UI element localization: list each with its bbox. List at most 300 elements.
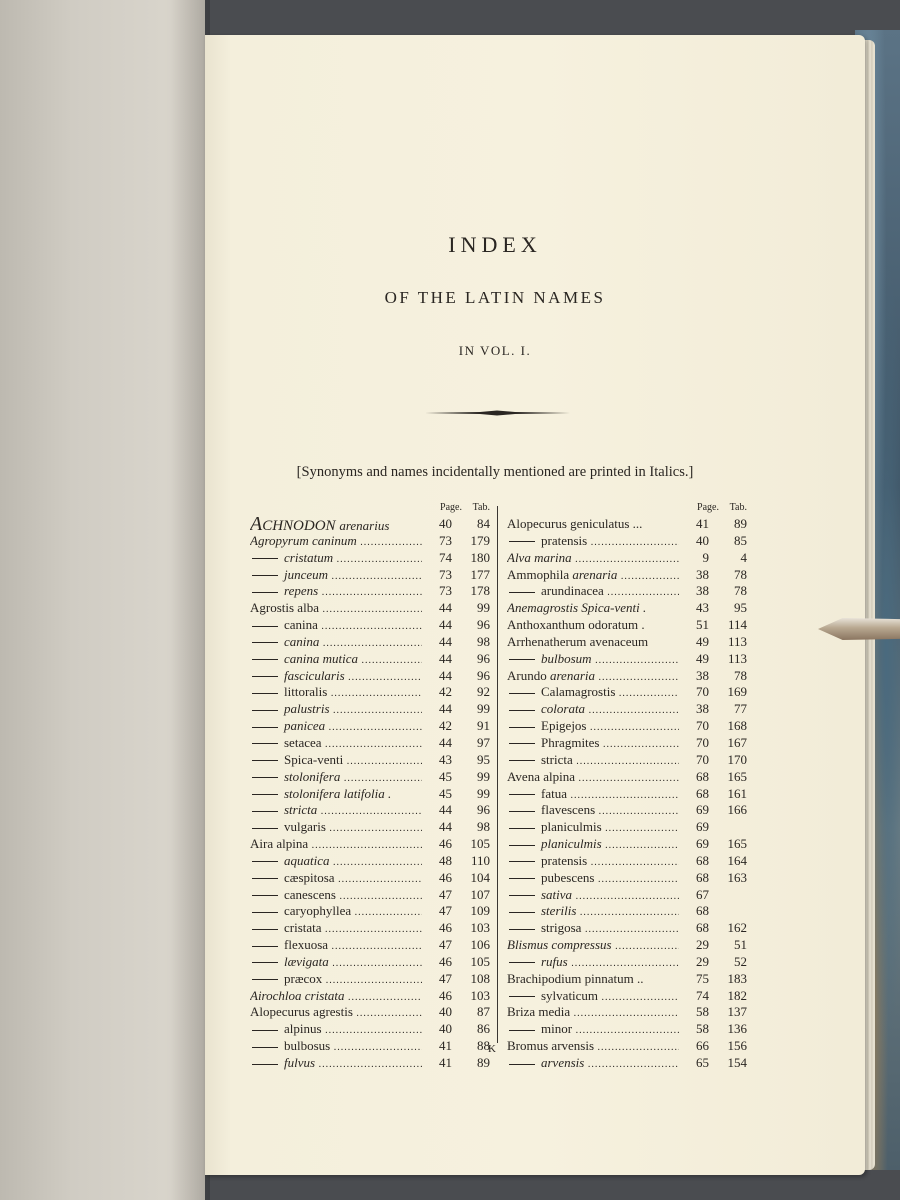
entry-tab: 95 xyxy=(477,751,490,767)
ditto-dash xyxy=(252,1064,278,1065)
entry-label: Anemagrostis Spica-venti . xyxy=(507,600,647,616)
index-entry xyxy=(250,937,490,954)
entry-tab: 96 xyxy=(477,802,490,818)
entry-label: cristatum xyxy=(284,549,334,565)
ditto-dash xyxy=(509,962,535,963)
entry-label: Airochloa cristata xyxy=(250,987,345,1003)
index-entry xyxy=(507,853,747,870)
entry-tab: 177 xyxy=(470,566,490,582)
ditto-dash xyxy=(252,558,278,559)
entry-label: Aira alpina xyxy=(250,836,309,852)
entry-tab: 156 xyxy=(727,1038,747,1054)
entry-tab: 85 xyxy=(734,532,747,548)
entry-label: Agrostis alba xyxy=(250,600,319,616)
entry-page: 49 xyxy=(696,633,709,649)
ditto-dash xyxy=(509,743,535,744)
column-divider xyxy=(497,506,498,1043)
entry-label: Epigejos xyxy=(541,718,587,734)
entry-tab: 96 xyxy=(477,667,490,683)
entry-label: stolonifera xyxy=(284,768,341,784)
entry-tab: 106 xyxy=(470,937,490,953)
entry-label: stolonifera latifolia . xyxy=(284,785,392,801)
index-entry xyxy=(250,786,490,803)
entry-tab: 183 xyxy=(727,970,747,986)
entry-page: 46 xyxy=(439,920,452,936)
entry-tab: 110 xyxy=(470,852,490,868)
index-entry xyxy=(250,954,490,971)
index-entry xyxy=(507,516,747,533)
entry-tab: 95 xyxy=(734,600,747,616)
entry-label: Phragmites xyxy=(541,734,600,750)
entry-label: pratensis xyxy=(541,532,588,548)
page-header: Page. xyxy=(440,502,462,513)
entry-tab: 170 xyxy=(727,751,747,767)
entry-label: alpinus xyxy=(284,1021,322,1037)
entry-label: arvensis xyxy=(541,1055,585,1070)
entry-label: lævigata xyxy=(284,953,329,969)
entry-label: sativa xyxy=(541,886,573,902)
index-entry xyxy=(507,651,747,668)
entry-page: 70 xyxy=(696,734,709,750)
entry-tab: 165 xyxy=(727,768,747,784)
ditto-dash xyxy=(509,659,535,660)
entry-page: 68 xyxy=(696,785,709,801)
entry-label: cristata xyxy=(284,920,322,936)
entry-page: 42 xyxy=(439,684,452,700)
entry-label: canescens xyxy=(284,886,336,902)
ditto-dash xyxy=(252,676,278,677)
page-header: Page. xyxy=(697,502,719,513)
entry-page: 38 xyxy=(696,566,709,582)
index-entry xyxy=(250,684,490,701)
index-entry xyxy=(250,701,490,718)
entry-tab: 97 xyxy=(477,734,490,750)
entry-tab: 163 xyxy=(727,869,747,885)
entry-tab: 105 xyxy=(470,836,490,852)
ditto-dash xyxy=(252,946,278,947)
index-entry xyxy=(250,550,490,567)
entry-tab: 96 xyxy=(477,650,490,666)
entry-tab: 137 xyxy=(727,1004,747,1020)
entry-label: Calamagrostis xyxy=(541,684,616,700)
entry-page: 44 xyxy=(439,633,452,649)
ditto-dash xyxy=(509,693,535,694)
entry-page: 46 xyxy=(439,953,452,969)
entry-page: 69 xyxy=(696,819,709,835)
entry-page: 48 xyxy=(439,852,452,868)
entry-page: 70 xyxy=(696,684,709,700)
entry-tab: 103 xyxy=(470,920,490,936)
entry-label: pubescens xyxy=(541,869,595,885)
index-entry xyxy=(250,802,490,819)
entry-tab: 51 xyxy=(734,937,747,953)
entry-label: Alopecurus agrestis xyxy=(250,1004,353,1020)
entry-label: vulgaris xyxy=(284,819,326,835)
entry-page: 68 xyxy=(696,869,709,885)
entry-tab: 179 xyxy=(470,532,490,548)
entry-page: 40 xyxy=(439,516,452,531)
entry-page: 75 xyxy=(696,970,709,986)
entry-page: 70 xyxy=(696,751,709,767)
ditto-dash xyxy=(252,962,278,963)
index-entry xyxy=(507,786,747,803)
entry-tab: 164 xyxy=(727,852,747,868)
entry-page: 46 xyxy=(439,869,452,885)
ditto-dash xyxy=(252,929,278,930)
entry-label: Briza media xyxy=(507,1004,571,1020)
index-entry xyxy=(250,668,490,685)
ditto-dash xyxy=(252,575,278,576)
gutter-shadow xyxy=(170,0,210,1200)
entry-label: setacea xyxy=(284,734,322,750)
tab-header: Tab. xyxy=(472,502,490,513)
index-entry xyxy=(250,567,490,584)
index-entry xyxy=(507,769,747,786)
index-entry xyxy=(507,937,747,954)
index-entry xyxy=(507,920,747,937)
entry-tab: 104 xyxy=(470,869,490,885)
entry-label: Alva marina xyxy=(507,549,572,565)
entry-page: 68 xyxy=(696,903,709,919)
entry-page: 66 xyxy=(696,1038,709,1054)
entry-label: ACHNODON arenarius xyxy=(250,516,390,535)
entry-page: 44 xyxy=(439,802,452,818)
entry-page: 41 xyxy=(439,1038,452,1054)
index-entry xyxy=(250,769,490,786)
volume-label: IN VOL. I. xyxy=(458,343,532,358)
entry-page: 47 xyxy=(439,937,452,953)
ditto-dash xyxy=(509,895,535,896)
entry-page: 44 xyxy=(439,701,452,717)
entry-tab: 136 xyxy=(727,1021,747,1037)
index-entry xyxy=(507,802,747,819)
entry-label: canina xyxy=(284,617,318,633)
entry-page: 44 xyxy=(439,600,452,616)
ditto-dash xyxy=(252,626,278,627)
entry-tab: 87 xyxy=(477,1004,490,1020)
entry-tab: 99 xyxy=(477,785,490,801)
index-entry xyxy=(250,1021,490,1038)
entry-label: Arrhenatherum avenaceum xyxy=(507,633,649,649)
entry-page: 68 xyxy=(696,768,709,784)
ornamental-rule xyxy=(425,410,570,416)
entry-page: 51 xyxy=(696,617,709,633)
entry-page: 67 xyxy=(696,886,709,902)
ditto-dash xyxy=(509,760,535,761)
entry-label: planiculmis xyxy=(541,836,602,852)
entry-page: 65 xyxy=(696,1055,709,1070)
entry-tab: 84 xyxy=(477,516,490,531)
entry-page: 44 xyxy=(439,650,452,666)
entry-label: præcox xyxy=(284,970,323,986)
entry-label: cæspitosa xyxy=(284,869,335,885)
entry-label: rufus xyxy=(541,953,568,969)
entry-page: 73 xyxy=(439,583,452,599)
entry-name xyxy=(507,1055,679,1074)
entry-label: strigosa xyxy=(541,920,582,936)
column-header xyxy=(507,502,747,516)
entry-label: Anthoxanthum odoratum . xyxy=(507,617,645,633)
entry-label: Brachipodium pinnatum .. xyxy=(507,970,644,986)
column-header xyxy=(250,502,490,516)
entry-tab: 167 xyxy=(727,734,747,750)
ditto-dash xyxy=(252,760,278,761)
ditto-dash xyxy=(252,1047,278,1048)
ditto-dash xyxy=(252,861,278,862)
entry-page: 38 xyxy=(696,667,709,683)
entry-tab: 78 xyxy=(734,583,747,599)
entry-tab: 161 xyxy=(727,785,747,801)
index-entry xyxy=(250,819,490,836)
page-subtitle: OF THE LATIN NAMES xyxy=(384,288,606,307)
entry-page: 42 xyxy=(439,718,452,734)
entry-page: 40 xyxy=(696,532,709,548)
entry-label: planiculmis xyxy=(541,819,602,835)
index-entry xyxy=(250,583,490,600)
entry-label: minor xyxy=(541,1021,573,1037)
entry-label: Ammophila arenaria xyxy=(507,566,618,582)
entry-label: Avena alpina xyxy=(507,768,575,784)
index-entry xyxy=(250,533,490,550)
ditto-dash xyxy=(252,592,278,593)
ditto-dash xyxy=(509,1064,535,1065)
ditto-dash xyxy=(509,1030,535,1031)
ditto-dash xyxy=(509,710,535,711)
index-entry xyxy=(250,1055,490,1072)
index-entry xyxy=(250,870,490,887)
entry-label: Bromus arvensis xyxy=(507,1038,595,1054)
entry-page: 46 xyxy=(439,987,452,1003)
entry-page: 69 xyxy=(696,802,709,818)
index-entry xyxy=(250,1038,490,1055)
index-entry xyxy=(507,903,747,920)
entry-tab: 91 xyxy=(477,718,490,734)
ditto-dash xyxy=(509,592,535,593)
index-entry xyxy=(507,617,747,634)
index-entry xyxy=(507,836,747,853)
index-column-right xyxy=(507,502,747,1072)
index-entry xyxy=(250,903,490,920)
entry-page: 43 xyxy=(439,751,452,767)
ditto-dash xyxy=(509,878,535,879)
entry-label: colorata xyxy=(541,701,586,717)
entry-tab: 78 xyxy=(734,667,747,683)
entry-tab: 52 xyxy=(734,953,747,969)
index-entry xyxy=(507,634,747,651)
entry-tab: 105 xyxy=(470,953,490,969)
entry-page: 38 xyxy=(696,583,709,599)
entry-page: 29 xyxy=(696,937,709,953)
index-entry xyxy=(507,819,747,836)
entry-tab: 169 xyxy=(727,684,747,700)
index-entry xyxy=(507,550,747,567)
entry-tab: 99 xyxy=(477,600,490,616)
entry-tab: 162 xyxy=(727,920,747,936)
index-entry xyxy=(507,567,747,584)
index-entry xyxy=(507,600,747,617)
entry-label: caryophyllea xyxy=(284,903,352,919)
index-entry xyxy=(250,634,490,651)
entry-tab: 180 xyxy=(470,549,490,565)
entry-page: 41 xyxy=(696,516,709,531)
index-entry xyxy=(250,971,490,988)
ditto-dash xyxy=(509,811,535,812)
index-entry xyxy=(250,617,490,634)
signature-mark: K xyxy=(488,1043,496,1055)
entry-label: littoralis xyxy=(284,684,328,700)
entry-page: 45 xyxy=(439,785,452,801)
entry-tab: 92 xyxy=(477,684,490,700)
entry-tab: 103 xyxy=(470,987,490,1003)
index-entry xyxy=(507,583,747,600)
entry-tab: 114 xyxy=(727,617,747,633)
entry-label: bulbosus xyxy=(284,1038,331,1054)
entry-tab: 178 xyxy=(470,583,490,599)
index-entry xyxy=(507,684,747,701)
index-entry xyxy=(507,1055,747,1072)
ditto-dash xyxy=(509,828,535,829)
ditto-dash xyxy=(509,845,535,846)
entry-label: fatua xyxy=(541,785,567,801)
ditto-dash xyxy=(509,541,535,542)
entry-page: 47 xyxy=(439,903,452,919)
ditto-dash xyxy=(509,727,535,728)
entry-tab: 108 xyxy=(470,970,490,986)
index-entry xyxy=(507,752,747,769)
index-entry xyxy=(507,954,747,971)
entry-page: 41 xyxy=(439,1055,452,1070)
entry-tab: 113 xyxy=(727,633,747,649)
index-entry xyxy=(250,600,490,617)
entry-label: stricta xyxy=(284,802,318,818)
entry-page: 44 xyxy=(439,617,452,633)
entry-label: pratensis xyxy=(541,852,588,868)
entry-page: 73 xyxy=(439,566,452,582)
entry-tab: 88 xyxy=(477,1038,490,1054)
entry-tab: 99 xyxy=(477,701,490,717)
ditto-dash xyxy=(252,710,278,711)
entry-page: 68 xyxy=(696,852,709,868)
entry-page: 73 xyxy=(439,532,452,548)
entry-tab: 89 xyxy=(734,516,747,531)
ditto-dash xyxy=(252,912,278,913)
entry-page: 68 xyxy=(696,920,709,936)
index-entry xyxy=(507,718,747,735)
entry-label: canina mutica xyxy=(284,650,359,666)
entry-label: aquatica xyxy=(284,852,330,868)
index-entry xyxy=(507,971,747,988)
entry-page: 38 xyxy=(696,701,709,717)
index-entry xyxy=(250,516,490,533)
index-entry xyxy=(507,735,747,752)
entry-tab: 99 xyxy=(477,768,490,784)
entry-name xyxy=(250,1055,422,1074)
ditto-dash xyxy=(509,861,535,862)
entry-tab: 109 xyxy=(470,903,490,919)
entry-page: 44 xyxy=(439,667,452,683)
entry-page: 58 xyxy=(696,1021,709,1037)
entry-tab: 98 xyxy=(477,633,490,649)
entry-label: fulvus xyxy=(284,1055,316,1070)
entry-tab: 166 xyxy=(727,802,747,818)
entry-page: 40 xyxy=(439,1021,452,1037)
entry-label: palustris xyxy=(284,701,330,717)
entry-label: canina xyxy=(284,633,320,649)
ditto-dash xyxy=(252,693,278,694)
ditto-dash xyxy=(252,979,278,980)
entry-tab: 78 xyxy=(734,566,747,582)
entry-page: 44 xyxy=(439,819,452,835)
ditto-dash xyxy=(252,878,278,879)
entry-tab: 154 xyxy=(727,1055,747,1070)
ditto-dash xyxy=(252,727,278,728)
entry-page: 44 xyxy=(439,734,452,750)
entry-page: 29 xyxy=(696,953,709,969)
ditto-dash xyxy=(252,895,278,896)
index-entry xyxy=(250,735,490,752)
entry-label: flavescens xyxy=(541,802,596,818)
entry-label: junceum xyxy=(284,566,329,582)
index-column-left xyxy=(250,502,490,1072)
entry-tab: 168 xyxy=(727,718,747,734)
index-entry xyxy=(507,1021,747,1038)
ditto-dash xyxy=(509,929,535,930)
entry-tab: 98 xyxy=(477,819,490,835)
entry-page: 74 xyxy=(439,549,452,565)
entry-tab: 107 xyxy=(470,886,490,902)
index-entry xyxy=(250,836,490,853)
index-entry xyxy=(250,853,490,870)
entry-label: Agropyrum caninum xyxy=(250,532,357,548)
ditto-dash xyxy=(509,912,535,913)
entry-page: 9 xyxy=(702,549,709,565)
index-entry xyxy=(507,701,747,718)
entry-page: 45 xyxy=(439,768,452,784)
entry-page: 74 xyxy=(696,987,709,1003)
ditto-dash xyxy=(509,996,535,997)
entry-label: bulbosum xyxy=(541,650,592,666)
entry-label: repens xyxy=(284,583,319,599)
entry-label: Alopecurus geniculatus ... xyxy=(507,516,643,531)
entry-tab: 182 xyxy=(727,987,747,1003)
index-entry xyxy=(250,988,490,1005)
index-entry xyxy=(250,718,490,735)
index-entry xyxy=(507,668,747,685)
entry-page: 70 xyxy=(696,718,709,734)
index-entry xyxy=(507,870,747,887)
entry-label: fascicularis xyxy=(284,667,345,683)
entry-label: panicea xyxy=(284,718,326,734)
italics-note: [Synonyms and names incidentally mentioned are printed in Italics.] xyxy=(296,464,694,480)
entry-page: 40 xyxy=(439,1004,452,1020)
index-entry xyxy=(507,988,747,1005)
ditto-dash xyxy=(252,777,278,778)
index-entry xyxy=(250,1004,490,1021)
entry-label: Blismus compressus xyxy=(507,937,612,953)
index-entry xyxy=(507,533,747,550)
index-entry xyxy=(507,1004,747,1021)
entry-tab: 113 xyxy=(727,650,747,666)
entry-tab: 77 xyxy=(734,701,747,717)
index-entry xyxy=(507,887,747,904)
index-entry xyxy=(250,920,490,937)
ditto-dash xyxy=(252,642,278,643)
entry-page: 47 xyxy=(439,970,452,986)
entry-page: 49 xyxy=(696,650,709,666)
page-title: INDEX xyxy=(448,232,542,257)
entry-tab: 96 xyxy=(477,617,490,633)
entry-label: stricta xyxy=(541,751,573,767)
